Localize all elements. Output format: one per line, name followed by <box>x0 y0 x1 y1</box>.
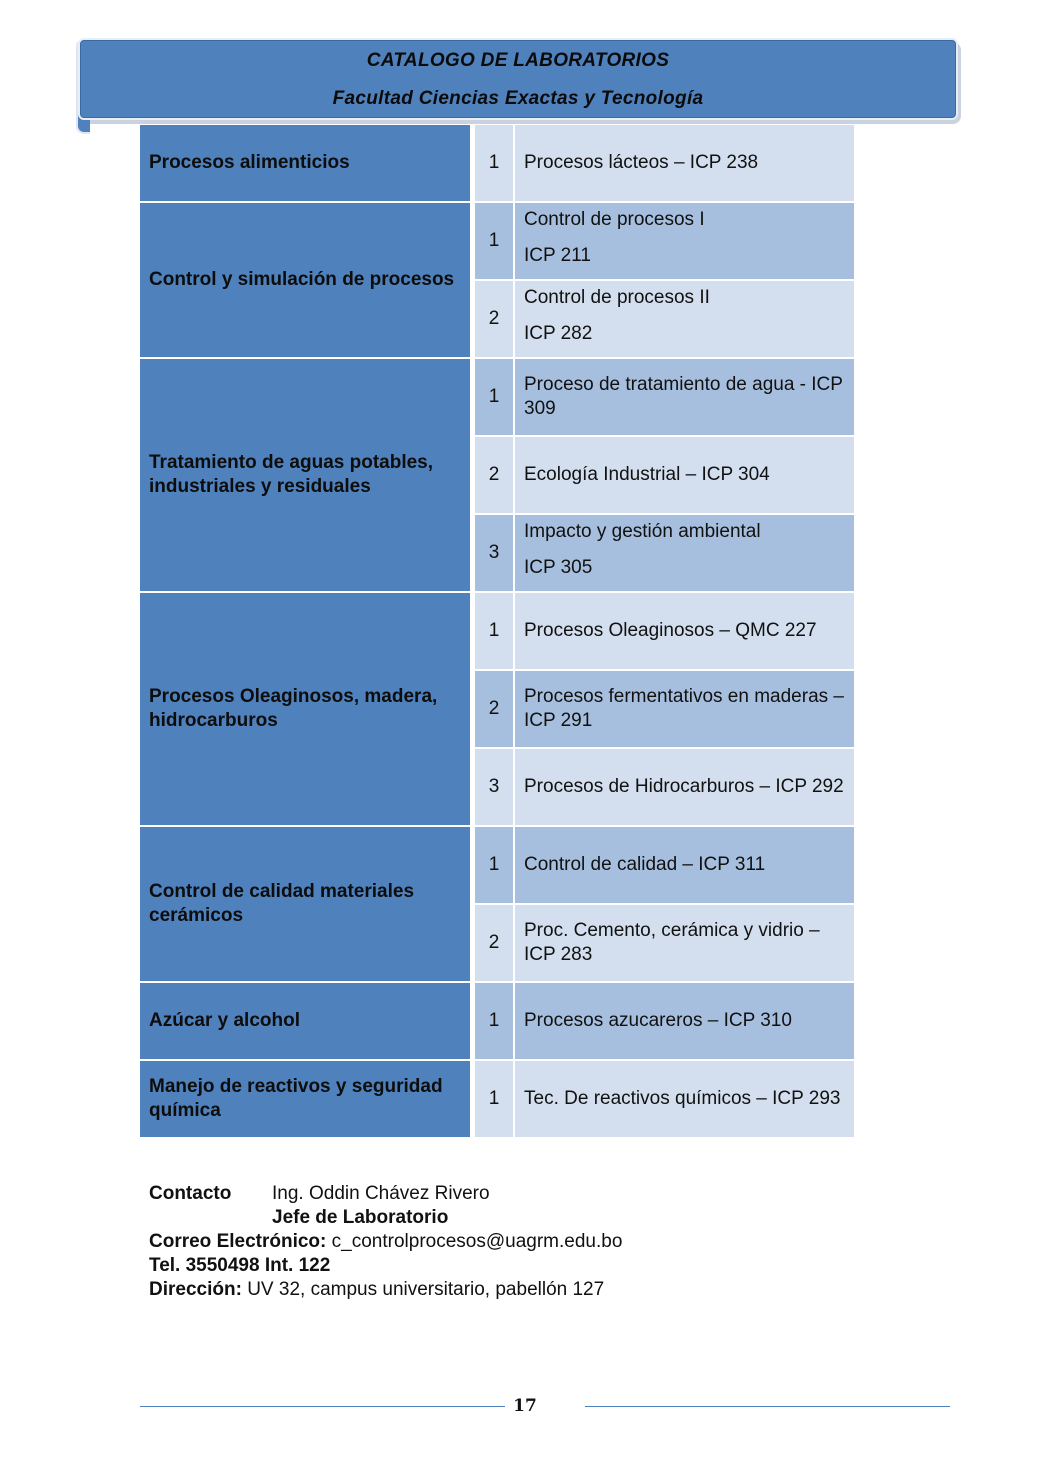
row-number: 2 <box>475 905 515 981</box>
catalog-title: CATALOGO DE LABORATORIOS <box>366 50 670 71</box>
subject-rows <box>475 1061 854 1137</box>
category-cell <box>140 125 470 201</box>
table-row <box>475 593 854 671</box>
subject-text: Procesos fermentativos en maderas – ICP 291 <box>524 686 844 731</box>
subject-cell <box>515 671 854 747</box>
table-row <box>475 515 854 591</box>
subject-text: Procesos Oleaginosos – QMC 227 <box>524 620 817 641</box>
subject-cell <box>515 437 854 513</box>
category-label: Manejo de reactivos y seguridad química <box>149 1076 443 1121</box>
faculty-subtitle: Facultad Ciencias Exactas y Tecnología <box>332 88 704 109</box>
subject-text: Control de procesos I <box>524 209 705 230</box>
table-row <box>475 1061 854 1137</box>
header-banner <box>78 38 958 120</box>
subject-cell <box>515 905 854 981</box>
category-cell <box>140 359 470 591</box>
address-label: Dirección: <box>149 1279 242 1300</box>
subject-rows <box>475 593 854 825</box>
subject-cell <box>515 1061 854 1137</box>
row-number: 2 <box>475 281 515 357</box>
subject-text: Proceso de tratamiento de agua - ICP 309 <box>524 374 843 419</box>
address: UV 32, campus universitario, pabellón 127 <box>247 1279 605 1300</box>
table-group <box>140 125 854 203</box>
category-cell <box>140 1061 470 1137</box>
subject-rows <box>475 827 854 981</box>
row-number: 2 <box>475 437 515 513</box>
footer-rule-right <box>585 1406 950 1407</box>
table-row <box>475 437 854 515</box>
subject-rows <box>475 983 854 1059</box>
table-group <box>140 359 854 593</box>
laboratory-table <box>140 125 854 1139</box>
row-number: 1 <box>475 125 515 201</box>
row-number: 1 <box>475 359 515 435</box>
table-group <box>140 983 854 1061</box>
phone: Tel. 3550498 Int. 122 <box>149 1255 331 1276</box>
footer-rule-left <box>140 1406 505 1407</box>
subject-cell <box>515 515 854 591</box>
row-number: 1 <box>475 593 515 669</box>
subject-rows <box>475 203 854 357</box>
table-row <box>475 125 854 201</box>
table-group <box>140 1061 854 1139</box>
table-row <box>475 827 854 905</box>
subject-text: ICP 211 <box>524 245 591 266</box>
category-label: Procesos Oleaginosos, madera, hidrocarburos <box>149 686 438 731</box>
table-group <box>140 203 854 359</box>
contact-name: Ing. Oddin Chávez Rivero <box>272 1183 490 1204</box>
table-row <box>475 749 854 825</box>
subject-text: Proc. Cemento, cerámica y vidrio – ICP 283 <box>524 920 820 965</box>
table-row <box>475 281 854 357</box>
category-cell <box>140 593 470 825</box>
category-label: Tratamiento de aguas potables, industriales y residuales <box>149 452 434 497</box>
row-number: 3 <box>475 515 515 591</box>
email-address[interactable]: c_controlprocesos@uagrm.edu.bo <box>331 1231 623 1252</box>
page-number: 17 <box>513 1396 537 1416</box>
row-number: 1 <box>475 827 515 903</box>
row-number: 2 <box>475 671 515 747</box>
email-label: Correo Electrónico: <box>149 1231 327 1252</box>
category-label: Azúcar y alcohol <box>149 1010 300 1031</box>
table-row <box>475 203 854 281</box>
subject-text: Impacto y gestión ambiental <box>524 521 761 542</box>
subject-cell <box>515 983 854 1059</box>
category-cell <box>140 203 470 357</box>
subject-rows <box>475 125 854 201</box>
table-group <box>140 827 854 983</box>
category-cell <box>140 827 470 981</box>
subject-cell <box>515 827 854 903</box>
subject-text: Control de calidad – ICP 311 <box>524 854 766 875</box>
subject-cell <box>515 593 854 669</box>
category-cell <box>140 983 470 1059</box>
row-number: 3 <box>475 749 515 825</box>
category-label: Control de calidad materiales cerámicos <box>149 881 415 926</box>
category-label: Control y simulación de procesos <box>149 269 455 290</box>
table-row <box>475 905 854 981</box>
subject-cell <box>515 125 854 201</box>
subject-text: Tec. De reactivos químicos – ICP 293 <box>524 1088 841 1109</box>
subject-cell <box>515 203 854 279</box>
subject-text: Procesos de Hidrocarburos – ICP 292 <box>524 776 844 797</box>
subject-rows <box>475 359 854 591</box>
row-number: 1 <box>475 983 515 1059</box>
category-label: Procesos alimenticios <box>149 152 350 173</box>
subject-text: ICP 282 <box>524 323 593 344</box>
subject-cell <box>515 359 854 435</box>
subject-text: ICP 305 <box>524 557 593 578</box>
table-row <box>475 359 854 437</box>
subject-text: Control de procesos II <box>524 287 710 308</box>
subject-cell <box>515 281 854 357</box>
subject-text: Procesos lácteos – ICP 238 <box>524 152 759 173</box>
contact-role: Jefe de Laboratorio <box>272 1207 449 1228</box>
table-row <box>475 671 854 749</box>
subject-cell <box>515 749 854 825</box>
table-group <box>140 593 854 827</box>
table-row <box>475 983 854 1059</box>
contact-block <box>149 1182 622 1302</box>
subject-text: Procesos azucareros – ICP 310 <box>524 1010 792 1031</box>
contact-label: Contacto <box>149 1183 232 1204</box>
row-number: 1 <box>475 1061 515 1137</box>
subject-text: Ecología Industrial – ICP 304 <box>524 464 770 485</box>
row-number: 1 <box>475 203 515 279</box>
